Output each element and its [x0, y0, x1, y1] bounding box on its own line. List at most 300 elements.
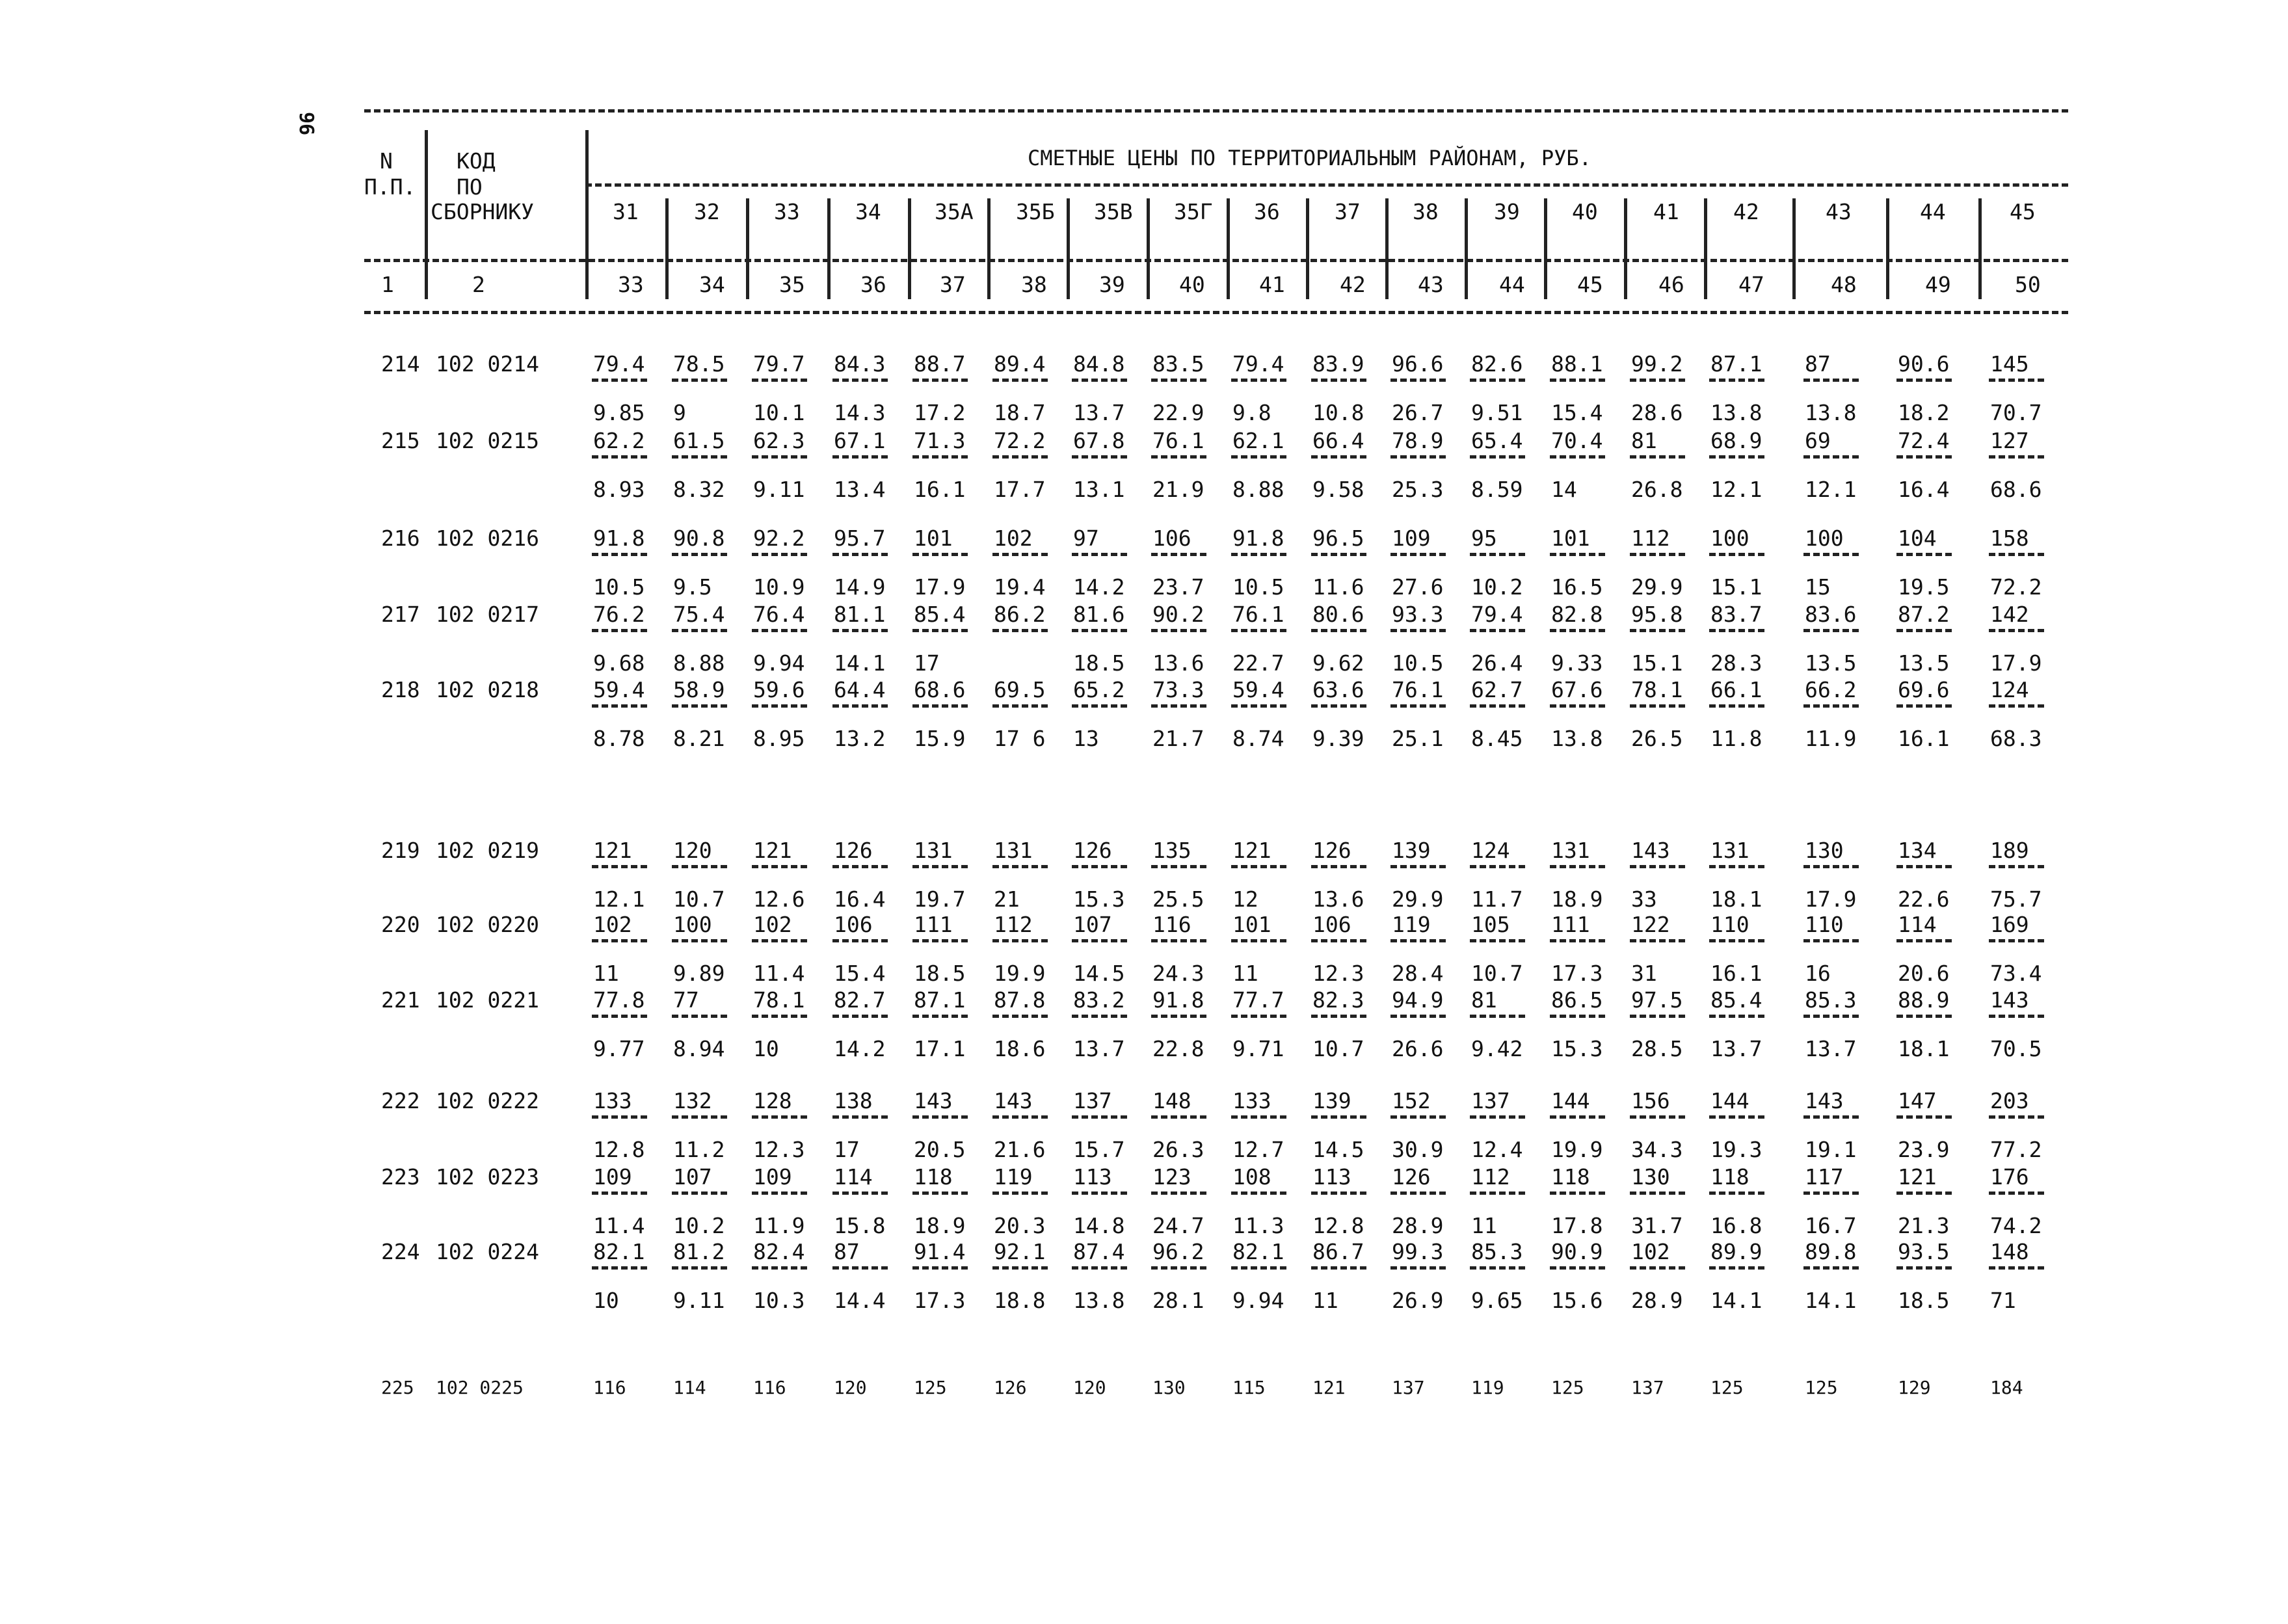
- table-cell: 10.5: [1232, 574, 1284, 600]
- table-cell: 31: [1631, 961, 1657, 986]
- table-cell: 8.93: [593, 477, 645, 502]
- table-cell: 97.5: [1631, 987, 1683, 1013]
- table-cell: 91.8: [1232, 526, 1284, 551]
- table-cell: 132: [673, 1088, 712, 1113]
- table-cell: 14.1: [1710, 1288, 1763, 1313]
- table-cell: 14.1: [834, 650, 886, 676]
- table-cell: 81: [1631, 428, 1657, 453]
- fraction-line: [1390, 1191, 1446, 1195]
- fraction-line: [1550, 704, 1605, 708]
- table-cell: 11.8: [1710, 726, 1763, 751]
- row-number: 222: [381, 1088, 420, 1113]
- table-cell: 66.4: [1312, 428, 1364, 453]
- fraction-line: [1709, 1266, 1764, 1270]
- fraction-line: [752, 553, 807, 556]
- table-cell: 17.3: [914, 1288, 966, 1313]
- table-cell: 71.3: [914, 428, 966, 453]
- fraction-line: [1709, 939, 1764, 942]
- table-cell: 121: [1312, 1377, 1346, 1398]
- table-cell: 81.2: [673, 1239, 725, 1264]
- fraction-line: [1803, 1115, 1859, 1119]
- table-cell: 79.4: [593, 351, 645, 377]
- table-cell: 68.6: [914, 677, 966, 702]
- table-cell: 79.4: [1471, 602, 1523, 627]
- table-cell: 13.4: [834, 477, 886, 502]
- table-cell: 131: [1710, 838, 1749, 863]
- row-code: 102 0217: [436, 602, 539, 627]
- table-cell: 28.5: [1631, 1036, 1683, 1061]
- fraction-line: [1311, 629, 1366, 632]
- table-cell: 16.1: [1898, 726, 1950, 751]
- table-cell: 72.4: [1898, 428, 1950, 453]
- table-cell: 15.1: [1631, 650, 1683, 676]
- table-cell: 111: [1551, 912, 1590, 937]
- table-cell: 14.9: [834, 574, 886, 600]
- table-cell: 120: [673, 838, 712, 863]
- table-cell: 116: [593, 1377, 626, 1398]
- table-cell: 143: [994, 1088, 1033, 1113]
- fraction-line: [1231, 865, 1286, 868]
- table-cell: 26.9: [1392, 1288, 1444, 1313]
- table-cell: 12.6: [753, 886, 805, 912]
- district-label: 34: [855, 199, 881, 224]
- fraction-line: [992, 379, 1048, 382]
- header-code-collection: СБОРНИКУ: [431, 199, 534, 224]
- fraction-line: [832, 379, 888, 382]
- table-cell: 67.6: [1551, 677, 1603, 702]
- rule-header-mid: [364, 259, 2068, 262]
- table-cell: 95.8: [1631, 602, 1683, 627]
- table-cell: 86.5: [1551, 987, 1603, 1013]
- table-cell: 33: [1631, 886, 1657, 912]
- table-cell: 78.5: [673, 351, 725, 377]
- col-number: 40: [1179, 272, 1205, 297]
- fraction-line: [1896, 1266, 1952, 1270]
- table-cell: 9.11: [673, 1288, 725, 1313]
- table-cell: 14.5: [1312, 1137, 1364, 1162]
- fraction-line: [1151, 379, 1206, 382]
- table-cell: 119: [1471, 1377, 1504, 1398]
- table-cell: 91.8: [593, 526, 645, 551]
- district-label: 39: [1494, 199, 1520, 224]
- table-cell: 64.4: [834, 677, 886, 702]
- table-cell: 88.9: [1898, 987, 1950, 1013]
- table-cell: 75.4: [673, 602, 725, 627]
- table-cell: 105: [1471, 912, 1510, 937]
- fraction-line: [1390, 704, 1446, 708]
- col-number: 39: [1099, 272, 1125, 297]
- row-code: 102 0215: [436, 428, 539, 453]
- fraction-line: [592, 553, 647, 556]
- fraction-line: [672, 704, 727, 708]
- table-cell: 94.9: [1392, 987, 1444, 1013]
- table-cell: 120: [834, 1377, 867, 1398]
- fraction-line: [1630, 1015, 1685, 1018]
- table-cell: 76.1: [1392, 677, 1444, 702]
- fraction-line: [1989, 379, 2044, 382]
- fraction-line: [912, 629, 968, 632]
- fraction-line: [672, 939, 727, 942]
- fraction-line: [1896, 865, 1952, 868]
- table-cell: 9.58: [1312, 477, 1364, 502]
- fraction-line: [1709, 865, 1764, 868]
- fraction-line: [1231, 455, 1286, 459]
- fraction-line: [1311, 704, 1366, 708]
- col-number: 38: [1021, 272, 1047, 297]
- fraction-line: [1989, 455, 2044, 459]
- table-cell: 26.6: [1392, 1036, 1444, 1061]
- table-cell: 24.3: [1152, 961, 1204, 986]
- table-cell: 120: [1073, 1377, 1106, 1398]
- table-cell: 8.32: [673, 477, 725, 502]
- fraction-line: [1896, 1015, 1952, 1018]
- table-cell: 87.1: [1710, 351, 1763, 377]
- table-cell: 133: [1232, 1088, 1271, 1113]
- fraction-line: [832, 939, 888, 942]
- table-cell: 138: [834, 1088, 873, 1113]
- fraction-line: [1630, 379, 1685, 382]
- table-cell: 9.89: [673, 961, 725, 986]
- fraction-line: [992, 455, 1048, 459]
- table-cell: 14.3: [834, 400, 886, 425]
- fraction-line: [752, 704, 807, 708]
- table-cell: 14.2: [1073, 574, 1125, 600]
- table-cell: 10.2: [673, 1213, 725, 1238]
- table-cell: 78.9: [1392, 428, 1444, 453]
- fraction-line: [752, 1115, 807, 1119]
- table-cell: 21.3: [1898, 1213, 1950, 1238]
- table-cell: 11.3: [1232, 1213, 1284, 1238]
- fraction-line: [992, 1266, 1048, 1270]
- district-label: 35А: [935, 199, 974, 224]
- fraction-line: [1630, 455, 1685, 459]
- table-cell: 83.7: [1710, 602, 1763, 627]
- table-cell: 100: [1805, 526, 1844, 551]
- table-cell: 10.7: [1471, 961, 1523, 986]
- table-cell: 34.3: [1631, 1137, 1683, 1162]
- fraction-line: [1470, 1115, 1525, 1119]
- table-cell: 8.95: [753, 726, 805, 751]
- table-cell: 13.6: [1152, 650, 1204, 676]
- table-cell: 85.3: [1471, 1239, 1523, 1264]
- district-label: 33: [774, 199, 800, 224]
- table-cell: 121: [593, 838, 632, 863]
- fraction-line: [912, 1266, 968, 1270]
- table-cell: 28.3: [1710, 650, 1763, 676]
- table-cell: 10.5: [593, 574, 645, 600]
- table-cell: 121: [1232, 838, 1271, 863]
- fraction-line: [672, 1115, 727, 1119]
- table-cell: 79.4: [1232, 351, 1284, 377]
- fraction-line: [1709, 455, 1764, 459]
- fraction-line: [1550, 1191, 1605, 1195]
- table-cell: 18.1: [1898, 1036, 1950, 1061]
- table-cell: 91.8: [1152, 987, 1204, 1013]
- table-cell: 62.3: [753, 428, 805, 453]
- fraction-line: [1803, 865, 1859, 868]
- row-code: 102 0223: [436, 1164, 539, 1190]
- table-cell: 126: [1312, 838, 1351, 863]
- fraction-line: [1989, 553, 2044, 556]
- table-cell: 10.5: [1392, 650, 1444, 676]
- table-cell: 144: [1710, 1088, 1749, 1113]
- table-cell: 22.7: [1232, 650, 1284, 676]
- table-cell: 118: [1551, 1164, 1590, 1190]
- table-cell: 17.2: [914, 400, 966, 425]
- col-separator: [1306, 259, 1309, 299]
- col-number: 45: [1577, 272, 1603, 297]
- table-cell: 18.5: [1073, 650, 1125, 676]
- fraction-line: [1803, 1191, 1859, 1195]
- col-separator: [1978, 259, 1982, 299]
- table-cell: 114: [673, 1377, 706, 1398]
- table-cell: 84.8: [1073, 351, 1125, 377]
- table-cell: 19.3: [1710, 1137, 1763, 1162]
- table-cell: 11: [1471, 1213, 1497, 1238]
- fraction-line: [992, 865, 1048, 868]
- table-cell: 11.7: [1471, 886, 1523, 912]
- table-cell: 77: [673, 987, 699, 1013]
- fraction-line: [912, 455, 968, 459]
- col-separator: [1624, 259, 1627, 299]
- fraction-line: [912, 553, 968, 556]
- table-cell: 143: [1631, 838, 1670, 863]
- fraction-line: [1231, 379, 1286, 382]
- table-cell: 10.3: [753, 1288, 805, 1313]
- col-number: 36: [860, 272, 886, 297]
- table-cell: 24.7: [1152, 1213, 1204, 1238]
- fraction-line: [1072, 455, 1127, 459]
- fraction-line: [832, 865, 888, 868]
- table-cell: 9.65: [1471, 1288, 1523, 1313]
- table-cell: 16.4: [1898, 477, 1950, 502]
- header-pp: П.П.: [364, 174, 416, 200]
- table-cell: 61.5: [673, 428, 725, 453]
- col-number: 50: [2015, 272, 2041, 297]
- table-cell: 189: [1990, 838, 2029, 863]
- table-cell: 12.1: [1805, 477, 1857, 502]
- table-cell: 119: [994, 1164, 1033, 1190]
- fraction-line: [1989, 1191, 2044, 1195]
- fraction-line: [1803, 704, 1859, 708]
- table-cell: 13.8: [1805, 400, 1857, 425]
- table-cell: 130: [1152, 1377, 1186, 1398]
- col-separator: [987, 259, 991, 299]
- table-cell: 9.51: [1471, 400, 1523, 425]
- table-cell: 83.9: [1312, 351, 1364, 377]
- row-number: 219: [381, 838, 420, 863]
- table-cell: 22.8: [1152, 1036, 1204, 1061]
- table-cell: 18.2: [1898, 400, 1950, 425]
- fraction-line: [912, 939, 968, 942]
- fraction-line: [1803, 1015, 1859, 1018]
- fraction-line: [1151, 1191, 1206, 1195]
- row-number: 215: [381, 428, 420, 453]
- fraction-line: [992, 704, 1048, 708]
- table-cell: 87.1: [914, 987, 966, 1013]
- fraction-line: [1630, 865, 1685, 868]
- table-cell: 116: [753, 1377, 786, 1398]
- table-cell: 16.1: [1710, 961, 1763, 986]
- table-cell: 15.9: [914, 726, 966, 751]
- fraction-line: [752, 379, 807, 382]
- table-cell: 14.2: [834, 1036, 886, 1061]
- table-cell: 9.94: [753, 650, 805, 676]
- table-cell: 109: [753, 1164, 792, 1190]
- table-cell: 70.5: [1990, 1036, 2042, 1061]
- table-cell: 59.6: [753, 677, 805, 702]
- table-cell: 28.9: [1631, 1288, 1683, 1313]
- fraction-line: [672, 455, 727, 459]
- table-cell: 106: [1152, 526, 1191, 551]
- fraction-line: [1550, 939, 1605, 942]
- table-cell: 11.9: [1805, 726, 1857, 751]
- table-cell: 101: [1551, 526, 1590, 551]
- table-cell: 126: [834, 838, 873, 863]
- fraction-line: [1311, 1266, 1366, 1270]
- fraction-line: [832, 455, 888, 459]
- fraction-line: [1709, 629, 1764, 632]
- fraction-line: [1709, 553, 1764, 556]
- row-code: 102 0224: [436, 1239, 539, 1264]
- table-cell: 148: [1152, 1088, 1191, 1113]
- table-cell: 90.6: [1898, 351, 1950, 377]
- fraction-line: [1231, 939, 1286, 942]
- table-cell: 14.5: [1073, 961, 1125, 986]
- fraction-line: [1630, 553, 1685, 556]
- row-code: 102 0219: [436, 838, 539, 863]
- fraction-line: [912, 1015, 968, 1018]
- fraction-line: [1072, 1191, 1127, 1195]
- table-cell: 62.7: [1471, 677, 1523, 702]
- fraction-line: [592, 939, 647, 942]
- table-cell: 12.8: [593, 1137, 645, 1162]
- fraction-line: [1470, 1191, 1525, 1195]
- col-number: 41: [1259, 272, 1285, 297]
- fraction-line: [1311, 379, 1366, 382]
- table-cell: 82.3: [1312, 987, 1364, 1013]
- table-cell: 20.5: [914, 1137, 966, 1162]
- fraction-line: [1311, 553, 1366, 556]
- table-cell: 101: [1232, 912, 1271, 937]
- table-cell: 13.5: [1805, 650, 1857, 676]
- col-separator: [1227, 259, 1230, 299]
- table-cell: 18.1: [1710, 886, 1763, 912]
- table-cell: 79.7: [753, 351, 805, 377]
- fraction-line: [1896, 379, 1952, 382]
- table-cell: 82.6: [1471, 351, 1523, 377]
- fraction-line: [752, 455, 807, 459]
- table-cell: 59.4: [1232, 677, 1284, 702]
- fraction-line: [592, 1115, 647, 1119]
- fraction-line: [752, 939, 807, 942]
- table-cell: 9.8: [1232, 400, 1271, 425]
- district-label: 43: [1826, 199, 1852, 224]
- fraction-line: [1630, 1266, 1685, 1270]
- table-cell: 13: [1073, 726, 1099, 751]
- table-cell: 83.2: [1073, 987, 1125, 1013]
- fraction-line: [672, 1191, 727, 1195]
- table-cell: 15.7: [1073, 1137, 1125, 1162]
- table-cell: 78.1: [753, 987, 805, 1013]
- fraction-line: [1550, 865, 1605, 868]
- table-cell: 110: [1805, 912, 1844, 937]
- table-cell: 17.3: [1551, 961, 1603, 986]
- row-number: 225: [381, 1377, 414, 1398]
- col-separator: [1886, 259, 1889, 299]
- row-number: 223: [381, 1164, 420, 1190]
- table-cell: 11.9: [753, 1213, 805, 1238]
- fraction-line: [1311, 1115, 1366, 1119]
- table-cell: 12.8: [1312, 1213, 1364, 1238]
- fraction-line: [592, 1015, 647, 1018]
- fraction-line: [1151, 1015, 1206, 1018]
- fraction-line: [1390, 1266, 1446, 1270]
- table-cell: 27.6: [1392, 574, 1444, 600]
- fraction-line: [592, 704, 647, 708]
- fraction-line: [1470, 865, 1525, 868]
- table-cell: 69.5: [994, 677, 1046, 702]
- table-cell: 17.1: [914, 1036, 966, 1061]
- fraction-line: [1390, 379, 1446, 382]
- table-cell: 12.1: [1710, 477, 1763, 502]
- table-cell: 13.5: [1898, 650, 1950, 676]
- page-number: 96: [295, 112, 317, 136]
- table-cell: 73.3: [1152, 677, 1204, 702]
- table-cell: 15.3: [1551, 1036, 1603, 1061]
- table-cell: 85.3: [1805, 987, 1857, 1013]
- table-cell: 25.1: [1392, 726, 1444, 751]
- col-separator: [1792, 259, 1796, 299]
- table-cell: 107: [1073, 912, 1112, 937]
- col-number: 49: [1925, 272, 1951, 297]
- table-cell: 21.6: [994, 1137, 1046, 1162]
- fraction-line: [1311, 939, 1366, 942]
- table-cell: 106: [834, 912, 873, 937]
- fraction-line: [1470, 553, 1525, 556]
- col-number: 48: [1831, 272, 1857, 297]
- fraction-line: [1470, 1266, 1525, 1270]
- table-cell: 58.9: [673, 677, 725, 702]
- table-cell: 67.1: [834, 428, 886, 453]
- fraction-line: [1550, 1015, 1605, 1018]
- table-cell: 86.2: [994, 602, 1046, 627]
- table-cell: 152: [1392, 1088, 1431, 1113]
- col-number: 33: [618, 272, 644, 297]
- fraction-line: [992, 1115, 1048, 1119]
- table-cell: 102: [593, 912, 632, 937]
- fraction-line: [1709, 1115, 1764, 1119]
- fraction-line: [1803, 455, 1859, 459]
- district-label: 35Б: [1016, 199, 1055, 224]
- table-cell: 68.6: [1990, 477, 2042, 502]
- table-cell: 124: [1990, 677, 2029, 702]
- table-cell: 13.7: [1073, 1036, 1125, 1061]
- table-cell: 18.6: [994, 1036, 1046, 1061]
- table-cell: 23.7: [1152, 574, 1204, 600]
- fraction-line: [912, 1191, 968, 1195]
- fraction-line: [1470, 1015, 1525, 1018]
- table-cell: 106: [1312, 912, 1351, 937]
- table-cell: 148: [1990, 1239, 2029, 1264]
- table-cell: 69: [1805, 428, 1831, 453]
- table-cell: 80.6: [1312, 602, 1364, 627]
- district-label: 38: [1413, 199, 1439, 224]
- fraction-line: [832, 553, 888, 556]
- table-cell: 87.8: [994, 987, 1046, 1013]
- table-cell: 66.2: [1805, 677, 1857, 702]
- fraction-line: [1550, 1115, 1605, 1119]
